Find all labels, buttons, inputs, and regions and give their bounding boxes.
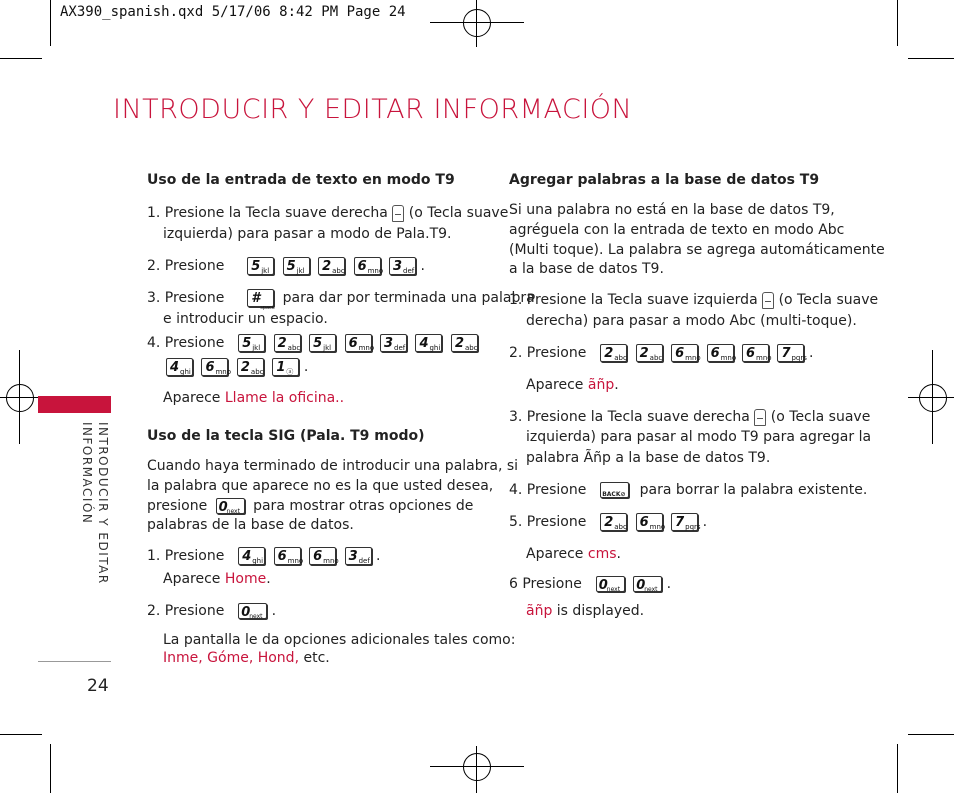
section-heading: Uso de la tecla SIG (Pala. T9 modo) [147, 428, 425, 444]
back-key-icon: BACK⊘ [600, 482, 629, 498]
key-6-icon: 6 mno [742, 344, 769, 362]
key-6-icon: 6 mno [201, 358, 228, 376]
soft-key-icon [762, 292, 774, 309]
step-text: 1. Presione la Tecla suave derecha (o Tecla suave [147, 205, 509, 221]
paragraph: agréguela con la entrada de texto en modo Abc [509, 222, 845, 238]
section-heading: Uso de la entrada de texto en modo T9 [147, 172, 455, 188]
paragraph: La pantalla le da opciones adicionales tales como: [163, 632, 516, 648]
key-3-icon: 3 def [345, 547, 372, 565]
step-text: 4. Presione BACK⊘ para borrar la palabra existente. [509, 482, 868, 498]
key-6-icon: 6 mno [354, 257, 381, 275]
sidebar-tab [38, 396, 111, 413]
step-text: e introducir un espacio. [163, 311, 328, 327]
key-6-icon: 6 mno [636, 513, 663, 531]
step-text: 3. Presione la Tecla suave derecha (o Tecla suave [509, 409, 871, 425]
crop-mark [50, 0, 51, 46]
crop-mark [50, 744, 51, 793]
paragraph: Cuando haya terminado de introducir una palabra, si [147, 458, 519, 474]
step-text: 1. Presione 4 ghi 6 mno 6 mno 3 def . [147, 548, 381, 565]
key-2-icon: 2 abc [636, 344, 663, 362]
key-1-icon: 1 ⓐ​ [272, 358, 299, 376]
key-hash-icon: # space [247, 289, 274, 307]
key-7-icon: 7 pqrs [777, 344, 804, 362]
key-4-icon: 4 ghi [238, 547, 265, 565]
key-2-icon: 2 abc [237, 358, 264, 376]
page-number: 24 [87, 676, 109, 696]
step-text: 2. Presione 5 jkl 5 jkl 2 abc 6 mno 3 def . [147, 258, 425, 275]
result-text: Aparece Home. [163, 571, 271, 587]
result-text: Inme, Góme, Hond, etc. [163, 650, 330, 666]
paragraph: palabras de la base de datos. [147, 517, 354, 533]
paragraph: a la base de datos T9. [509, 261, 664, 277]
step-text: izquierda) para pasar al modo T9 para agregar la [526, 429, 872, 445]
crop-mark [897, 0, 898, 46]
key-5-icon: 5 jkl [309, 334, 336, 352]
result-text: ãñp is displayed. [526, 603, 645, 619]
key-0-icon: 0 next [238, 603, 267, 619]
key-2-icon: 2 abc [274, 334, 301, 352]
registration-circle [463, 9, 491, 37]
registration-circle [919, 384, 947, 412]
key-4-icon: 4 ghi [415, 334, 442, 352]
step-text: palabra Ãñp a la base de datos T9. [526, 450, 771, 466]
step-text: 2. Presione 0 next . [147, 603, 277, 620]
key-5-icon: 5 jkl [283, 257, 310, 275]
key-2-icon: 2 abc [451, 334, 478, 352]
step-text: 6 Presione 0 next 0 next . [509, 576, 672, 593]
registration-circle [463, 753, 491, 781]
step-text: 1. Presione la Tecla suave izquierda (o Tecla suave [509, 292, 879, 308]
page-title: INTRODUCIR Y EDITAR INFORMACIÓN [113, 94, 633, 125]
key-7-icon: 7 pqrs [671, 513, 698, 531]
key-5-icon: 5 jkl [238, 334, 265, 352]
key-6-icon: 6 mno [274, 547, 301, 565]
crop-mark [908, 58, 954, 59]
key-4-icon: 4 ghi [166, 358, 193, 376]
crop-mark [908, 734, 954, 735]
key-2-icon: 2 abc [600, 344, 627, 362]
key-6-icon: 6 mno [345, 334, 372, 352]
paragraph: (Multi toque). La palabra se agrega automáticamente [509, 242, 885, 258]
key-3-icon: 3 def [380, 334, 407, 352]
step-text: 5. Presione 2 abc 6 mno 7 pqrs . [509, 514, 708, 531]
key-6-icon: 6 mno [671, 344, 698, 362]
soft-key-icon [392, 205, 404, 222]
step-text: 4. Presione 5 jkl 2 abc 5 jkl 6 mno 3 def 4 ghi 2 abc [147, 335, 478, 352]
key-2-icon: 2 abc [318, 257, 345, 275]
paragraph: Si una palabra no está en la base de datos T9, [509, 202, 835, 218]
paragraph: presione 0 next para mostrar otras opciones de [147, 498, 474, 515]
key-2-icon: 2 abc [600, 513, 627, 531]
file-slug: AX390_spanish.qxd 5/17/06 8:42 PM Page 24 [60, 4, 406, 20]
crop-mark [0, 734, 42, 735]
result-text: Aparece Llame la oficina.. [163, 390, 345, 406]
registration-circle [6, 384, 34, 412]
step-text: 4 ghi 6 mno 2 abc 1 ⓐ​ . [166, 357, 308, 377]
paragraph: la palabra que aparece no es la que usted desea, [147, 478, 494, 494]
key-0-icon: 0 next [633, 576, 662, 592]
soft-key-icon [754, 409, 766, 426]
key-3-icon: 3 def [389, 257, 416, 275]
result-text: Aparece ãñp. [526, 377, 619, 393]
divider [38, 661, 111, 662]
step-text: izquierda) para pasar a modo de Pala.T9. [163, 226, 452, 242]
key-6-icon: 6 mno [309, 547, 336, 565]
key-6-icon: 6 mno [707, 344, 734, 362]
result-text: Aparece cms. [526, 546, 621, 562]
section-heading: Agregar palabras a la base de datos T9 [509, 172, 820, 188]
step-text: 3. Presione # space para dar por terminada una palabra [147, 290, 535, 311]
crop-mark [897, 744, 898, 793]
key-0-icon: 0 next [596, 576, 625, 592]
sidebar-label: INTRODUCIR Y EDITAR INFORMACIÓN [80, 422, 110, 585]
key-0-icon: 0 next [216, 498, 245, 514]
key-5-icon: 5 jkl [247, 257, 274, 275]
crop-mark [0, 58, 42, 59]
step-text: derecha) para pasar a modo Abc (multi-toque). [526, 313, 857, 329]
step-text: 2. Presione 2 abc 2 abc 6 mno 6 mno 6 mno 7 pqrs . [509, 345, 814, 362]
